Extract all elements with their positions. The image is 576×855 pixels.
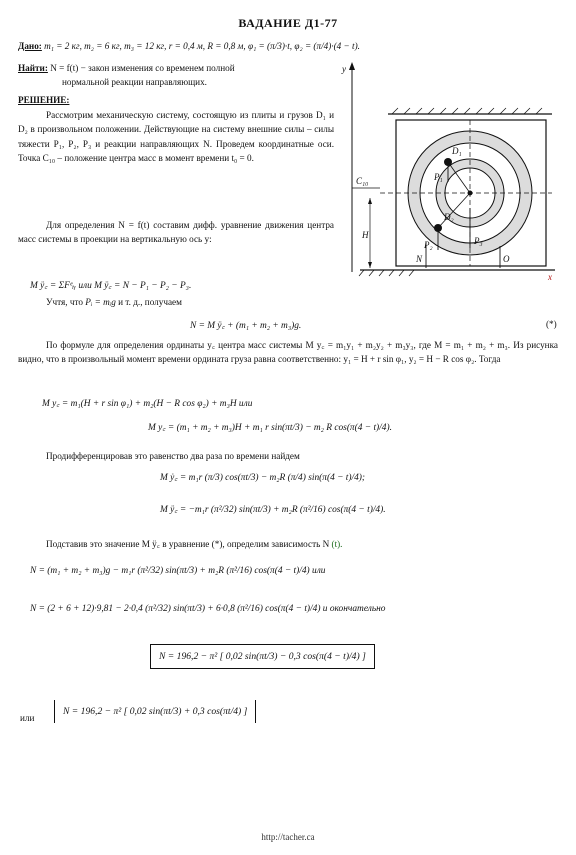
paragraph-center-of-mass: По формуле для определения ординаты y꜀ центра масс системы M y꜀ = m₁y₁ + m₂y₂ + m₃y₃, где M = m₁ + m₂ + m₃. Из рисунка видно, что в произвольный момент времени ордината груза равна соответственно: y₁ = H + r sin φ₁, y₂ = H − R cos φ₂. Тогда — [18, 340, 558, 365]
d2-label: D₂ — [444, 212, 454, 222]
d1-label: D₁ — [452, 146, 462, 156]
result-box-1: N = 196,2 − π² [ 0,02 sin(πt/3) − 0,3 cos(π(4 − t)/4) ] — [150, 644, 375, 669]
x-axis-label: x — [548, 272, 552, 282]
equation-My: M y꜀ = m₁(H + r sin φ₁) + m₂(H − R cos φ₂) + m₃H или — [42, 399, 253, 409]
find-label: Найти: — [18, 63, 48, 73]
paragraph-substitute: Подставив это значение M ÿ꜀ в уравнение (*), определим зависимость N (t). — [46, 539, 343, 549]
find-line — [18, 62, 235, 74]
n-label: N — [416, 254, 423, 264]
given-line — [18, 40, 360, 52]
equation-velocity: M ẏ꜀ = m₁r (π/3) cos(πt/3) − m₂R (π/4) sin(π(4 − t)/4); — [160, 473, 366, 483]
find-line-2: нормальной реакции направляющих. — [62, 77, 207, 87]
o-label: O — [503, 254, 510, 264]
y-axis-label: y — [342, 64, 346, 74]
paragraph-system: Рассмотрим механическую систему, состоящую из плиты и грузов D₁ и D₂ в произвольном положении. Действующие на систему внешние силы – силы тяжести P₁, P₂, P₃ и реакции направляющих N. Проведем координатные оси. Точка C₁₀ – положение центра масс в момент времени t₀ = 0. — [18, 110, 334, 164]
p3-label: P₃ — [474, 236, 483, 246]
h-label: H — [362, 230, 369, 240]
solution-heading: РЕШЕНИЕ: — [18, 95, 70, 105]
page-title: ВАДАНИЕ Д1-77 — [238, 16, 338, 30]
mechanism-diagram — [340, 58, 560, 288]
equation-acceleration: M ÿ꜀ = −m₁r (π²/32) sin(πt/3) + m₂R (π²/16) cos(π(4 − t)/4). — [160, 505, 386, 515]
or-label: или — [20, 713, 35, 723]
footer-url: http://tacher.ca — [261, 832, 315, 842]
p1-label: P₁ — [434, 172, 443, 182]
result-box-2: N = 196,2 − π² [ 0,02 sin(πt/3) + 0,3 cos(πt/4) ] — [54, 700, 256, 723]
equation-N-general: N = (m₁ + m₂ + m₃)g − m₁r (π²/32) sin(πt/3) + m₂R (π²/16) cos(π(4 − t)/4) или — [30, 566, 326, 576]
p2-label: P₂ — [424, 240, 433, 250]
equation-number: (*) — [546, 319, 557, 329]
given-label: Дано: — [18, 41, 42, 51]
paragraph-diff-eq: Для определения N = f(t) составим дифф. уравнение движения центра масс системы в проекции на вертикальную ось y: — [18, 220, 334, 245]
equation-N: N = M ÿ꜀ + (m₁ + m₂ + m₃)g. — [190, 321, 302, 331]
c10-label: C₁₀ — [356, 176, 369, 186]
paragraph-differentiate: Продифференцировав это равенство два раза по времени найдем — [46, 451, 300, 461]
given-text: m₁ = 2 кг, m₂ = 6 кг, m₃ = 12 кг, r = 0,4 м, R = 0,8 м, φ₁ = (π/3)·t, φ₂ = (π/4)·(4 − t). — [44, 41, 360, 51]
equation-newton: M ÿ꜀ = ΣFᵉᵢᵧ или M ÿ꜀ = N − P₁ − P₂ − P₃. — [30, 281, 192, 291]
equation-substitution: Учтя, что Pᵢ = mᵢg и т. д., получаем — [46, 297, 182, 307]
mechanism-figure — [340, 58, 560, 288]
find-text-1: N = f(t) − закон изменения со временем полной — [50, 63, 235, 73]
equation-My-expanded: M y꜀ = (m₁ + m₂ + m₃)H + m₁ r sin(πt/3) − m₂ R cos(π(4 − t)/4). — [148, 423, 392, 433]
equation-N-numeric: N = (2 + 6 + 12)·9,81 − 2·0,4 (π²/32) sin(πt/3) + 6·0,8 (π²/16) cos(π(4 − t)/4) и окончательно — [30, 604, 386, 614]
